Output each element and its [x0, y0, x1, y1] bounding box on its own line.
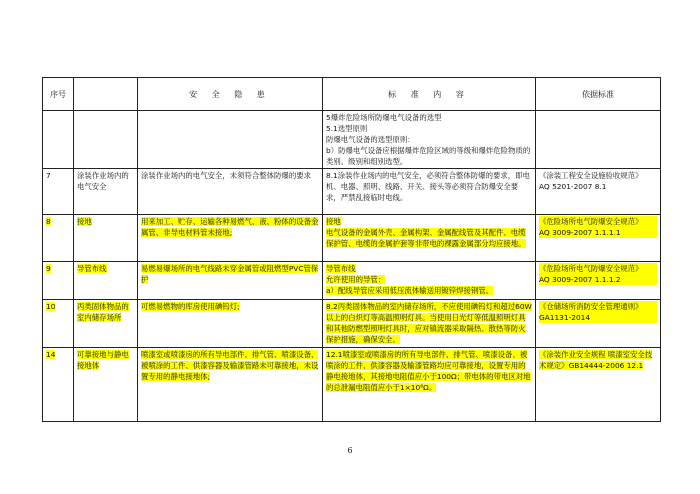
standard-text: 电气设备的金属外壳、金属构架、金属配线管及其配件、电缆保护管、电缆的金属护套等非带电的裸露金属部分均应接地。 — [326, 228, 526, 248]
cell-hazard — [138, 111, 323, 169]
cell-hazard — [138, 215, 323, 262]
standard-line: 允许使用的导管： — [326, 275, 386, 284]
header-basis: 依据标准 — [536, 78, 661, 111]
basis-text: 《涂装作业安全规程 喷漆室安全技术规定》GB14444-2006 12.1 — [539, 350, 653, 370]
standard-line: b）防爆电气设备应根据爆炸危险区域的等级和爆炸危险物质的类别、级别和组别选型。 — [326, 146, 531, 166]
standard-heading: 接地 — [326, 217, 341, 226]
table-row — [43, 300, 661, 348]
cell-basis — [536, 300, 661, 348]
cell-item — [74, 348, 138, 422]
cell-item — [74, 111, 138, 169]
cell-basis — [536, 169, 661, 215]
cell-standard — [323, 348, 536, 422]
item-label: 可靠接地与静电接地体 — [77, 350, 129, 370]
cell-basis — [536, 262, 661, 300]
basis-line: AQ 5201-2007 8.1 — [539, 182, 607, 191]
cell-hazard — [138, 262, 323, 300]
standard-line: a）配线导管应采用低压流体输送用镀锌焊接钢管。 — [326, 286, 494, 295]
basis-line: 《涂装工程安全设施验收规范》 — [539, 171, 643, 180]
cell-hazard — [138, 300, 323, 348]
row-number: 10 — [46, 302, 56, 311]
cell-no — [43, 215, 74, 262]
table-row — [43, 169, 661, 215]
hazard-table — [42, 77, 661, 422]
standard-heading: 导管布线 — [326, 264, 356, 273]
cell-standard — [323, 111, 536, 169]
table-row — [43, 348, 661, 422]
hazard-text: 可燃易燃物的库房使用碘钨灯; — [141, 302, 240, 311]
table-row — [43, 111, 661, 169]
basis-line: AQ 3009-2007 1.1.1.2 — [539, 274, 657, 285]
header-item-blank — [74, 78, 138, 111]
cell-no — [43, 111, 74, 169]
item-label: 导管布线 — [77, 264, 107, 273]
header-no: 序号 — [43, 78, 74, 111]
basis-line: 《仓储场所消防安全管理通则》 — [539, 301, 657, 312]
cell-no — [43, 262, 74, 300]
cell-basis — [536, 215, 661, 262]
cell-standard — [323, 169, 536, 215]
cell-standard — [323, 300, 536, 348]
header-standard: 标 准 内 容 — [323, 78, 536, 111]
hazard-text: 用来加工、贮存、运输各种易燃气、液、粉体的设备金属管、非导电材料管未接地; — [141, 217, 319, 237]
item-label: 丙类固体物品的室内储存场所 — [77, 302, 129, 322]
table-row — [43, 262, 661, 300]
basis-line: AQ 3009-2007 1.1.1.1 — [539, 227, 657, 238]
cell-item — [74, 262, 138, 300]
cell-no — [43, 348, 74, 422]
page-number: 6 — [347, 446, 353, 455]
basis-line: 《危险场所电气防爆安全规范》 — [539, 216, 657, 227]
cell-standard — [323, 215, 536, 262]
cell-item: 涂装作业场内的电气安全 — [74, 169, 138, 215]
header-hazard: 安 全 隐 患 — [138, 78, 323, 111]
cell-item — [74, 300, 138, 348]
row-number: 9 — [46, 264, 51, 273]
standard-line: 5爆炸危险场所防爆电气设备的选型 — [326, 113, 442, 122]
standard-text: 12.1喷漆室或喷漆房的所有导电部件、排气管、喷漆设备、被喷涂的工件、供漆容器及输漆管路均应可靠接地，设置专用的静电接地体，其接地电阻值应小于100Ω；带电体的带电区对地的总泄漏电阻值应小于1×10⁶Ω。 — [326, 350, 531, 392]
table-header-row — [43, 78, 661, 111]
standard-text: 8.2丙类固体物品的室内储存场所，不应使用碘钨灯和超过60W以上的白炽灯等高温照明灯具。当使用日光灯等低温照明灯具和其他防燃型照明灯具时，应对镇流器采取隔热、散热等防火保护措施，确保安全。 — [326, 302, 532, 344]
cell-item — [74, 215, 138, 262]
cell-no: 7 — [43, 169, 74, 215]
cell-basis — [536, 111, 661, 169]
cell-basis — [536, 348, 661, 422]
row-number: 8 — [46, 217, 51, 226]
standard-line: 5.1选型原则 — [326, 124, 368, 133]
hazard-text: 喷漆室或喷漆房的所有导电部件、排气管、喷漆设备、被喷涂的工件、供漆容器及输漆管路未可靠接地，未设置专用的静电接地体; — [141, 350, 319, 381]
cell-hazard: 涂装作业场内的电气安全，未须符合整体防爆的要求 — [138, 169, 323, 215]
basis-line: 《危险场所电气防爆安全规范》 — [539, 263, 657, 274]
standard-text: 8.1涂装作业场内的电气安全，必须符合整体防爆的要求，即电机、电器、照明、线路、开关、接头等必须符合防爆安全要求，严禁乱接临时电线。 — [326, 171, 530, 202]
cell-hazard — [138, 348, 323, 422]
row-number: 14 — [46, 350, 56, 359]
cell-standard — [323, 262, 536, 300]
basis-line: GA1131-2014 — [539, 312, 657, 323]
item-label: 接地 — [77, 217, 92, 226]
table-row — [43, 215, 661, 262]
hazard-text: 易燃易爆场所的电气线路未穿金属管或阻燃型PVC管保护 — [141, 264, 319, 284]
cell-no — [43, 300, 74, 348]
standard-line: 防爆电气设备的选型原则： — [326, 135, 415, 144]
